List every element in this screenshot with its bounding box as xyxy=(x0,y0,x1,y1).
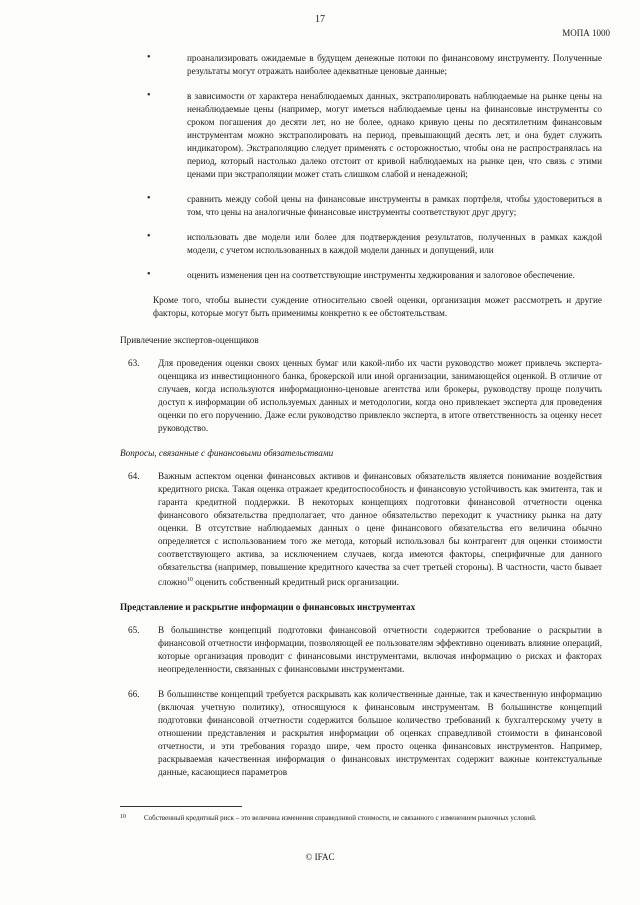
bullet-text: оценить изменения цен на соответствующие инструменты хеджирования и залоговое обеспечение. xyxy=(187,270,575,280)
paragraph-text-end: оценить собственный кредитный риск организации. xyxy=(192,577,400,588)
page-content xyxy=(120,52,602,791)
numbered-paragraph xyxy=(120,470,602,589)
bullet-text: в зависимости от характера ненаблюдаемых данных, экстраполировать наблюдаемые на рынке цены на ненаблюдаемые цены (например, могут иметься наблюдаемые цены на финансовые инструменты со сроком погашения до десяти лет, но не более, однако кривую цены по десятилетним финансовым инструментам можно экстраполировать на период, превышающий десять лет, и она будет служить индикатором). Экстраполяцию следует применять с осторожностью, чтобы она не распространялась на период, который настолько далеко отстоит от кривой наблюдаемых на рынке цен, что связь с этими ценами при экстраполяции может стать слишком слабой и ненадежной; xyxy=(187,91,602,179)
section-heading-experts: Привлечение экспертов-оценщиков xyxy=(120,335,259,345)
paragraph-number: 64. xyxy=(128,471,140,481)
bullet-icon: • xyxy=(147,269,151,280)
bullet-text: сравнить между собой цены на финансовые инструменты в рамках портфеля, чтобы удостовериться в том, что цены на аналогичные финансовые инструменты соответствуют друг другу; xyxy=(187,194,602,217)
bullet-item xyxy=(120,231,602,257)
closing-paragraph: Кроме того, чтобы вынести суждение относительно своей оценки, организация может рассмотреть и другие факторы, которые могут быть применимы конкретно к ее обстоятельствам. xyxy=(153,295,602,318)
document-code: МОПА 1000 xyxy=(562,28,610,38)
paragraph-text: Важным аспектом оценки финансовых активов и финансовых обязательств является понимание воздействия кредитного риска. Такая оценка отражает кредитоспособность и финансовую устойчивость как эмитента, так и гаранта кредитной поддержки. В некоторых концепциях подготовки финансовой отчетности оценка финансового обязательства предполагает, что данное обязательство переходит к участнику рынка на дату оценки. В отсутствие наблюдаемых данных о цене финансового обязательства его величина обычно определяется с использованием того же метода, который использовал бы контрагент для оценки стоимости соответствующего актива, за исключением случаев, когда имеются факторы, специфичные для данного обязательства (например, повышение кредитного качества за счет третьей стороны). В частности, часто бывает сложно xyxy=(158,471,602,588)
paragraph-number: 66. xyxy=(128,689,140,700)
footnote-reference[interactable]: 10 xyxy=(186,577,193,583)
bullet-text: проанализировать ожидаемые в будущем денежные потоки по финансовому инструменту. Полученные результаты могут отражать наиболее адекватные ценовые данные; xyxy=(187,53,602,76)
footnote xyxy=(120,814,602,823)
bullet-text: использовать две модели или более для подтверждения результатов, полученных в рамках каждой модели, с учетом использованных в каждой модели данных и допущений, или xyxy=(187,232,602,255)
numbered-paragraph xyxy=(120,357,602,435)
bullet-item xyxy=(120,193,602,219)
page-number: 17 xyxy=(315,14,325,25)
bullet-item xyxy=(120,90,602,181)
numbered-paragraph xyxy=(120,624,602,676)
bullet-icon: • xyxy=(147,193,151,204)
bullet-icon: • xyxy=(147,90,151,101)
footnote-text: Собственный кредитный риск – это величина изменения справедливой стоимости, не связанного с изменением рыночных условий. xyxy=(144,814,537,822)
footnote-divider xyxy=(120,806,242,807)
bullet-icon: • xyxy=(147,231,151,242)
paragraph-text: В большинстве концепций подготовки финансовой отчетности содержится требование о раскрытии в финансовой отчетности информации, позволяющей ее пользователям эффективно оценивать влияние операций, которые организация проводит с финансовыми инструментами, включая информацию о рисках и факторах неопределенности, связанных с финансовыми инструментами. xyxy=(158,625,602,675)
section-heading-liabilities: Вопросы, связанные с финансовыми обязательствами xyxy=(120,448,334,458)
numbered-paragraph xyxy=(120,688,602,779)
section-heading-disclosure: Представление и раскрытие информации о финансовых инструментах xyxy=(120,602,416,613)
paragraph-number: 63. xyxy=(128,358,140,368)
bullet-item xyxy=(120,52,602,78)
footnote-number: 10 xyxy=(120,814,126,820)
bullet-item xyxy=(120,269,602,282)
copyright-footer: © IFAC xyxy=(305,852,335,862)
paragraph-number: 65. xyxy=(128,625,140,636)
bullet-icon: • xyxy=(147,52,151,63)
paragraph-text: В большинстве концепций требуется раскрывать как количественные данные, так и качественную информацию (включая учетную политику), относящуюся к финансовым инструментам. В большинстве концепций подготовки финансовой отчетности содержится большое количество требований к бухгалтерскому учету в отношении представления и раскрытия информации об оценках справедливой стоимости в финансовой отчетности, и эти требования гораздо шире, чем просто оценка финансовых инструментов. Например, раскрываемая качественная информация о финансовых инструментах содержит важные контекстуальные данные, касающиеся параметров xyxy=(158,689,602,778)
paragraph-text: Для проведения оценки своих ценных бумаг или какой-либо их части руководство может привлечь эксперта-оценщика из инвестиционного банка, брокерской или иной организации, занимающейся оценкой. В отличие от случаев, когда используются информационно-ценовые агентства или брокеры, руководству проще получить доступ к информации об используемых данных и методологии, когда оно привлекает эксперта для проведения оценки по его поручению. Даже если руководство привлекло эксперта, в итоге ответственность за оценку несет руководство. xyxy=(158,358,602,433)
